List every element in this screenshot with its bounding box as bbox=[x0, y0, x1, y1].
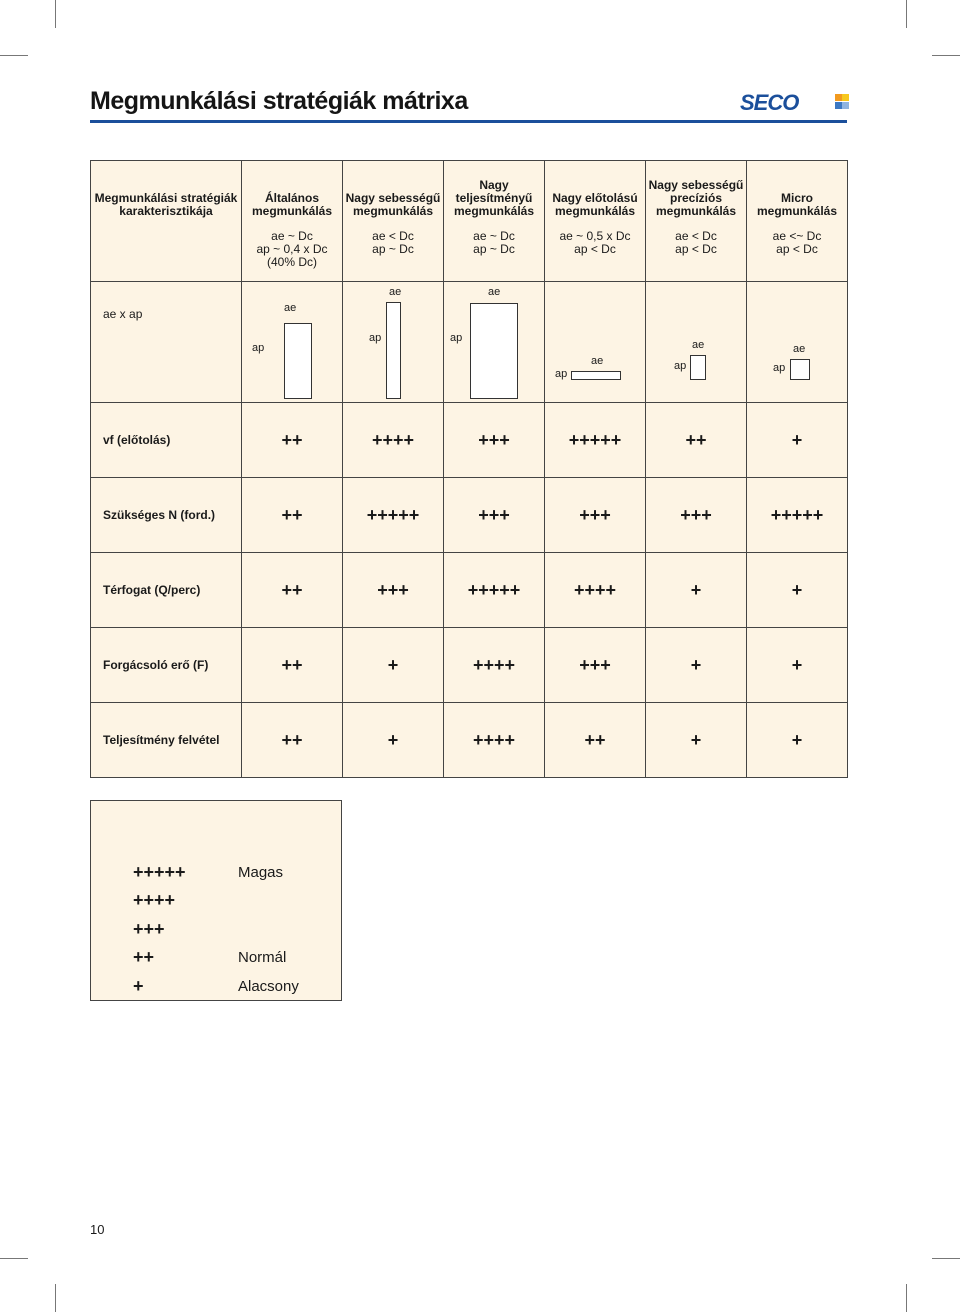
rating-value: ++ bbox=[242, 703, 343, 778]
column-relation: ae ~ Dc bbox=[473, 229, 515, 243]
ae-label: ae bbox=[692, 339, 705, 351]
legend-symbol: +++++ bbox=[133, 862, 186, 882]
diagram-cell-micro bbox=[747, 282, 848, 403]
column-relation: ap < Dc bbox=[776, 242, 818, 256]
ae-ap-rectangle bbox=[470, 303, 518, 399]
table-row bbox=[91, 703, 848, 778]
page-number: 10 bbox=[90, 1222, 105, 1237]
column-name: megmunkálás bbox=[251, 204, 333, 218]
column-relation: ap < Dc bbox=[574, 242, 616, 256]
column-name: Nagy sebességű bbox=[648, 178, 744, 192]
crop-mark bbox=[932, 55, 960, 56]
ae-label: ae bbox=[591, 355, 604, 367]
column-relation: ae < Dc bbox=[372, 229, 414, 243]
rating-value: +++ bbox=[545, 628, 646, 703]
row-label: Szükséges N (ford.) bbox=[91, 478, 242, 553]
ap-label: ap bbox=[252, 342, 265, 354]
rating-value: ++ bbox=[242, 553, 343, 628]
table-row bbox=[91, 628, 848, 703]
page-title: Megmunkálási stratégiák mátrixa bbox=[90, 87, 468, 115]
legend-text: Normál bbox=[238, 949, 287, 966]
ae-ap-rectangle bbox=[571, 371, 621, 380]
crop-mark bbox=[932, 1258, 960, 1259]
column-name: megmunkálás bbox=[554, 204, 636, 218]
rating-value: +++++ bbox=[545, 403, 646, 478]
column-name: Általános bbox=[264, 191, 319, 205]
column-header bbox=[747, 161, 848, 282]
rating-value: +++++ bbox=[343, 478, 444, 553]
ap-label: ap bbox=[369, 332, 382, 344]
ap-label: ap bbox=[674, 360, 687, 372]
seco-logo bbox=[740, 90, 848, 115]
crop-mark bbox=[906, 1284, 907, 1312]
rating-value: + bbox=[747, 628, 848, 703]
diagram-cell-high-feed bbox=[545, 282, 646, 403]
corner-line: Megmunkálási stratégiák bbox=[94, 191, 238, 205]
column-relation: ap ~ Dc bbox=[473, 242, 515, 256]
column-name: megmunkálás bbox=[655, 204, 737, 218]
crop-mark bbox=[0, 1258, 28, 1259]
row-label: Térfogat (Q/perc) bbox=[91, 553, 242, 628]
column-header bbox=[444, 161, 545, 282]
rating-value: +++++ bbox=[747, 478, 848, 553]
legend-text: Magas bbox=[238, 864, 284, 881]
diagram-cell-high-speed bbox=[343, 282, 444, 403]
row-label: vf (előtolás) bbox=[91, 403, 242, 478]
rating-value: + bbox=[646, 703, 747, 778]
rating-value: +++ bbox=[646, 478, 747, 553]
column-header bbox=[343, 161, 444, 282]
rating-value: +++ bbox=[545, 478, 646, 553]
ap-label: ap bbox=[450, 332, 463, 344]
column-relation: ap < Dc bbox=[675, 242, 717, 256]
legend-text: Alacsony bbox=[238, 978, 299, 995]
table-row bbox=[91, 478, 848, 553]
rating-value: + bbox=[646, 553, 747, 628]
corner-cell bbox=[91, 161, 242, 282]
column-relation: (40% Dc) bbox=[266, 255, 317, 269]
column-name: Micro bbox=[780, 191, 813, 205]
logo-square-lightblue bbox=[842, 102, 849, 109]
rating-value: + bbox=[343, 628, 444, 703]
diagram-cell-general bbox=[242, 282, 343, 403]
column-name: Nagy teljesítményű bbox=[455, 178, 533, 205]
rating-value: + bbox=[747, 553, 848, 628]
ap-label: ap bbox=[555, 368, 568, 380]
ae-ap-rectangle bbox=[690, 355, 706, 380]
diagram-cell-high-performance bbox=[444, 282, 545, 403]
column-header bbox=[646, 161, 747, 282]
rating-value: ++++ bbox=[545, 553, 646, 628]
rating-value: ++ bbox=[242, 403, 343, 478]
row-label: Teljesítmény felvétel bbox=[91, 703, 242, 778]
crop-mark bbox=[0, 55, 28, 56]
column-name: megmunkálás bbox=[352, 204, 434, 218]
legend-symbol: ++ bbox=[133, 947, 155, 967]
legend-box bbox=[90, 800, 342, 1001]
rating-value: ++ bbox=[242, 628, 343, 703]
crop-mark bbox=[55, 0, 56, 28]
diagram-row bbox=[91, 282, 848, 403]
column-relation: ae ~ 0,5 x Dc bbox=[559, 229, 631, 243]
ae-label: ae bbox=[793, 343, 806, 355]
table-row bbox=[91, 553, 848, 628]
column-name: megmunkálás bbox=[453, 204, 535, 218]
rating-value: +++ bbox=[444, 403, 545, 478]
ae-ap-rectangle bbox=[284, 323, 312, 399]
ae-label: ae bbox=[389, 286, 402, 298]
rating-value: + bbox=[343, 703, 444, 778]
crop-mark bbox=[55, 1284, 56, 1312]
rating-value: + bbox=[747, 703, 848, 778]
column-relation: ae <~ Dc bbox=[772, 229, 822, 243]
rating-value: ++ bbox=[545, 703, 646, 778]
column-name: Nagy előtolású bbox=[552, 191, 638, 205]
ap-label: ap bbox=[773, 362, 786, 374]
legend-symbol: ++++ bbox=[133, 890, 176, 910]
legend-symbol: +++ bbox=[133, 919, 165, 939]
ae-ap-rectangle bbox=[790, 359, 810, 380]
column-relation: ae < Dc bbox=[675, 229, 717, 243]
column-name: megmunkálás bbox=[756, 204, 838, 218]
column-name: precíziós bbox=[669, 191, 723, 205]
rating-value: +++ bbox=[343, 553, 444, 628]
row-label: Forgácsoló erő (F) bbox=[91, 628, 242, 703]
logo-text: SECO bbox=[740, 90, 799, 115]
rating-value: ++ bbox=[646, 403, 747, 478]
column-relation: ap ~ 0,4 x Dc bbox=[256, 242, 328, 256]
diagram-cell-precision bbox=[646, 282, 747, 403]
rating-value: ++ bbox=[242, 478, 343, 553]
rating-value: + bbox=[646, 628, 747, 703]
ae-label: ae bbox=[284, 302, 297, 314]
diagram-row-label-cell bbox=[91, 282, 242, 403]
logo-square-yellow bbox=[842, 94, 849, 101]
diagram-row-label: ae x ap bbox=[103, 307, 143, 321]
crop-mark bbox=[906, 0, 907, 28]
logo-square-blue bbox=[835, 102, 842, 109]
column-header bbox=[545, 161, 646, 282]
rating-value: ++++ bbox=[343, 403, 444, 478]
ae-ap-rectangle bbox=[386, 302, 401, 399]
rating-value: +++++ bbox=[444, 553, 545, 628]
legend-symbol: + bbox=[133, 976, 144, 996]
title-rule bbox=[90, 120, 847, 123]
rating-value: + bbox=[747, 403, 848, 478]
header-row bbox=[91, 161, 848, 282]
logo-square-orange bbox=[835, 94, 842, 101]
rating-value: ++++ bbox=[444, 703, 545, 778]
column-relation: ap ~ Dc bbox=[372, 242, 414, 256]
rating-value: +++ bbox=[444, 478, 545, 553]
strategy-matrix bbox=[90, 160, 848, 778]
column-relation: ae ~ Dc bbox=[271, 229, 313, 243]
table-row bbox=[91, 403, 848, 478]
ae-label: ae bbox=[488, 286, 501, 298]
corner-line: karakterisztikája bbox=[119, 204, 213, 218]
column-name: Nagy sebességű bbox=[345, 191, 441, 205]
column-header bbox=[242, 161, 343, 282]
rating-value: ++++ bbox=[444, 628, 545, 703]
